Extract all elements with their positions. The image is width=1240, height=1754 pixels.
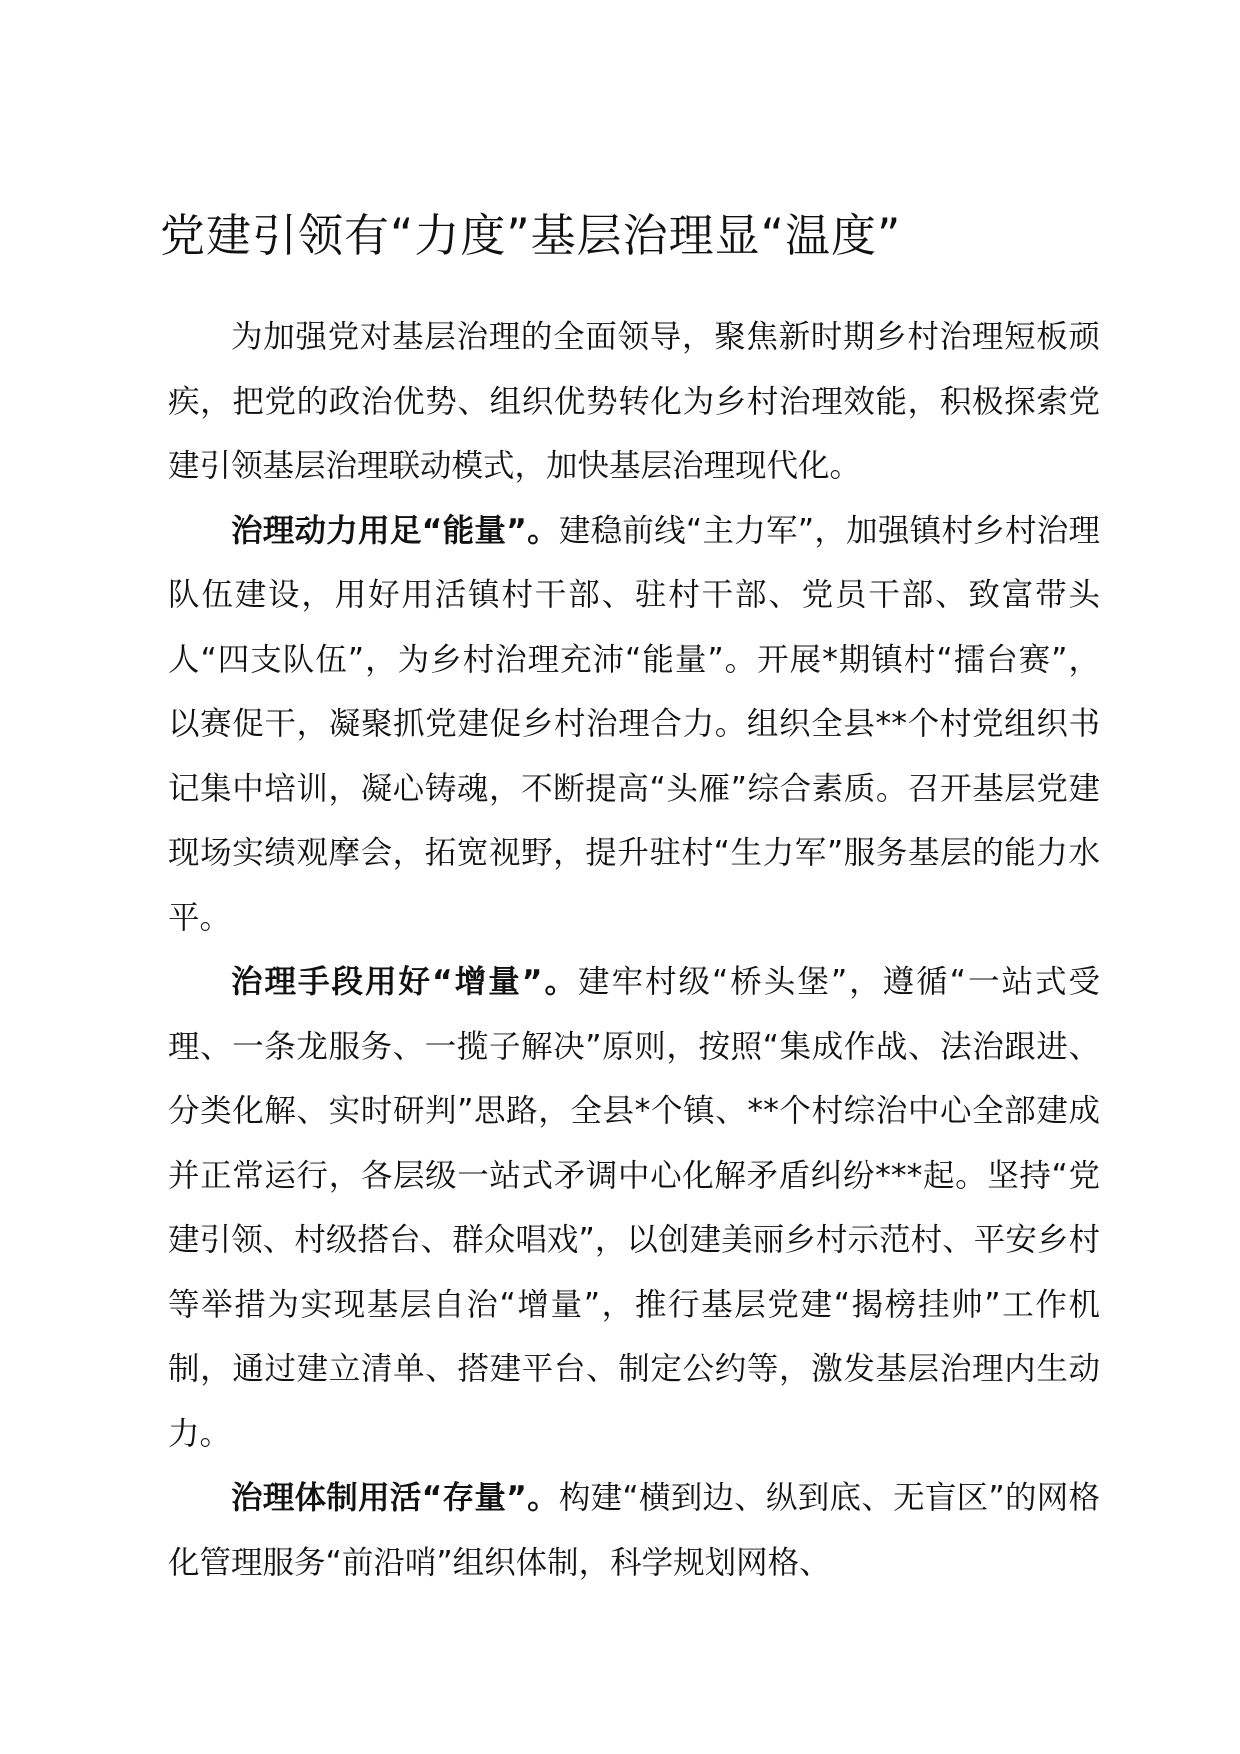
document-title: 党建引领有“力度”基层治理显“温度”	[160, 209, 902, 262]
section-text-stock: 构建“横到边、纵到底、无盲区”的网格化管理服务“前沿哨”组织体制，科学规划网格、	[168, 1480, 1101, 1581]
intro-paragraph: 为加强党对基层治理的全面领导，聚焦新时期乡村治理短板顽疾，把党的政治优势、组织优势转化为乡村治理效能，积极探索党建引领基层治理联动模式，加快基层治理现代化。	[168, 319, 1100, 484]
section-paragraph-increment	[168, 950, 1100, 1466]
section-paragraph-stock	[168, 1466, 1100, 1595]
document-body	[168, 305, 1100, 1595]
section-heading-stock: 治理体制用活“存量”。	[231, 1480, 559, 1516]
section-text-increment: 建牢村级“桥头堡”，遵循“一站式受理、一条龙服务、一揽子解决”原则，按照“集成作战、法治跟进、分类化解、实时研判”思路，全县*个镇、**个村综治中心全部建成并正常运行，各层级一站式矛调中心化解矛盾纠纷***起。坚持“党建引领、村级搭台、群众唱戏”，以创建美丽乡村示范村、平安乡村等举措为实现基层自治“增量”，推行基层党建“揭榜挂帅”工作机制，通过建立清单、搭建平台、制定公约等，激发基层治理内生动力。	[168, 964, 1101, 1452]
section-paragraph-energy	[168, 499, 1100, 951]
section-text-energy: 建稳前线“主力军”，加强镇村乡村治理队伍建设，用好用活镇村干部、驻村干部、党员干部、致富带头人“四支队伍”，为乡村治理充沛“能量”。开展*期镇村“擂台赛”，以赛促干，凝聚抓党建促乡村治理合力。组织全县**个村党组织书记集中培训，凝心铸魂，不断提高“头雁”综合素质。召开基层党建现场实绩观摩会，拓宽视野，提升驻村“生力军”服务基层的能力水平。	[168, 512, 1101, 936]
section-heading-increment: 治理手段用好“增量”。	[231, 964, 578, 1000]
section-heading-energy: 治理动力用足“能量”。	[231, 512, 559, 549]
